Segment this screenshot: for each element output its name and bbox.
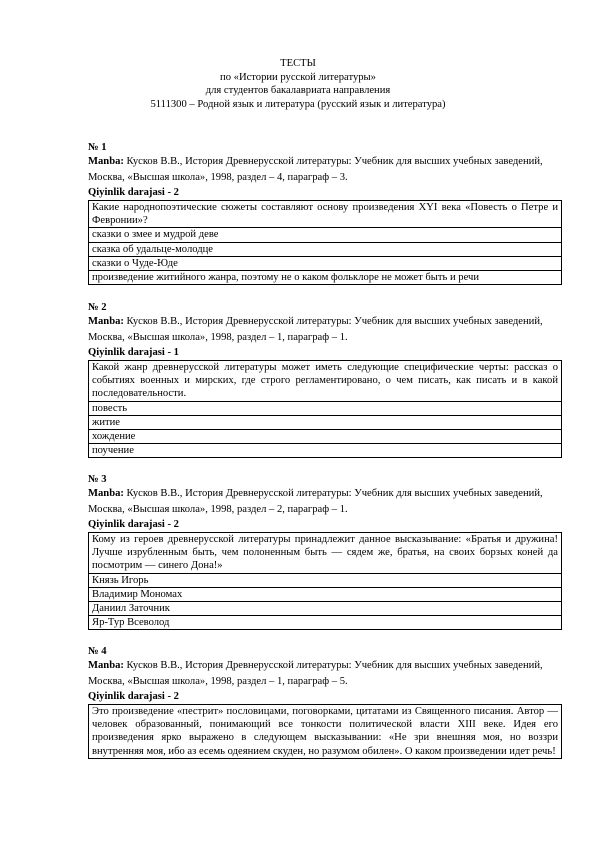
source-text: Кусков В.В., История Древнерусской литературы: Учебник для высших учебных заведений, Москва, «Высшая школа», 1998, раздел – 1, параграф – 1.: [88, 316, 543, 343]
question-table: [88, 360, 562, 458]
answer-option: поучение: [89, 444, 562, 458]
source-label: Manba:: [88, 660, 124, 671]
answer-option: Яр-Тур Всеволод: [89, 616, 562, 630]
question-source: [88, 486, 562, 518]
question-number: № 1: [88, 142, 107, 153]
question-number: № 4: [88, 646, 107, 657]
difficulty-level: Qiyinlik darajasi - 2: [88, 519, 179, 530]
answer-option: Владимир Мономах: [89, 587, 562, 601]
question-text: Кому из героев древнерусской литературы принадлежит данное высказывание: «Братья и дружина! Лучше изрубленным быть, чем полоненным быть — сядем же, братья, на своих борзых коней да посмотрим — синего Дона!»: [89, 533, 562, 574]
difficulty-level: Qiyinlik darajasi - 2: [88, 187, 179, 198]
question-number: № 2: [88, 302, 107, 313]
question-block-4: [88, 645, 562, 759]
answer-option: житие: [89, 415, 562, 429]
answer-option: сказки о Чуде-Юде: [89, 256, 562, 270]
audience-line: для студентов бакалавриата направления: [205, 85, 391, 96]
answer-option: сказки о змее и мудрой деве: [89, 228, 562, 242]
answer-option: Даниил Заточник: [89, 602, 562, 616]
question-block-1: [88, 141, 562, 285]
source-label: Manba:: [88, 488, 124, 499]
document-title: ТЕСТЫ: [280, 58, 316, 69]
question-block-3: [88, 473, 562, 630]
source-label: Manba:: [88, 156, 124, 167]
answer-option: повесть: [89, 401, 562, 415]
question-text: Какие народнопоэтические сюжеты составляют основу произведения XYI века «Повесть о Петре и Февронии»?: [89, 201, 562, 228]
source-text: Кусков В.В., История Древнерусской литературы: Учебник для высших учебных заведений, Москва, «Высшая школа», 1998, раздел – 1, параграф – 5.: [88, 660, 543, 687]
question-block-2: [88, 301, 562, 458]
question-table: [88, 704, 562, 759]
question-text: Это произведение «пестрит» пословицами, поговорками, цитатами из Священного писания. Автор — человек образованный, понимающий все тонкости политической власти XIII веке. Идея его произведения ярко выражено в следующем высказывании: «Не зри внешняя моя, но воззри внутренняя моя, ибо аз есемь одеянием скуден, но разумом обилен». О каком произведении идет речь!: [89, 705, 562, 759]
question-text: Какой жанр древнерусской литературы может иметь следующие специфические черты: рассказ о событиях военных и мирских, где строго регламентировано, о чем писать, как писать и в какой последовательности.: [89, 361, 562, 402]
document-header: [0, 57, 596, 111]
question-source: [88, 154, 562, 186]
question-table: [88, 532, 562, 630]
specialty-line: 5111300 – Родной язык и литература (русский язык и литература): [150, 98, 446, 110]
subject-line: по «Истории русской литературы»: [220, 71, 376, 83]
source-label: Manba:: [88, 316, 124, 327]
question-source: [88, 314, 562, 346]
difficulty-level: Qiyinlik darajasi - 1: [88, 347, 179, 358]
answer-option: произведение житийного жанра, поэтому не о каком фольклоре не может быть и речи: [89, 271, 562, 285]
difficulty-level: Qiyinlik darajasi - 2: [88, 691, 179, 702]
question-number: № 3: [88, 474, 107, 485]
question-table: [88, 200, 562, 285]
source-text: Кусков В.В., История Древнерусской литературы: Учебник для высших учебных заведений, Москва, «Высшая школа», 1998, раздел – 4, параграф – 3.: [88, 156, 543, 183]
question-source: [88, 658, 562, 690]
answer-option: хождение: [89, 430, 562, 444]
source-text: Кусков В.В., История Древнерусской литературы: Учебник для высших учебных заведений, Москва, «Высшая школа», 1998, раздел – 2, параграф – 1.: [88, 488, 543, 515]
answer-option: Князь Игорь: [89, 573, 562, 587]
answer-option: сказка об удальце-молодце: [89, 242, 562, 256]
